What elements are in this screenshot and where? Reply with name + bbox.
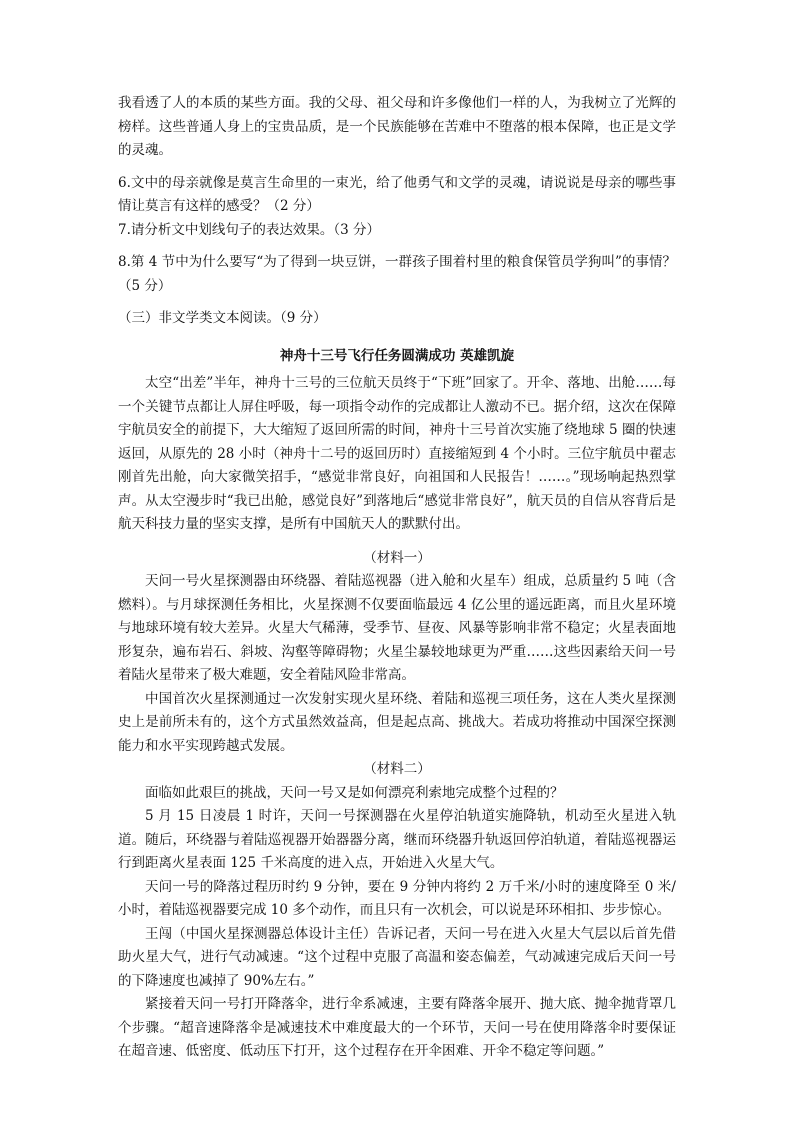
material2-paragraph: 王闯（中国火星探测器总体设计主任）告诉记者，天问一号在进入火星大气层以后首先借助火星大气，进行气动减速。“这个过程中克服了高温和姿态偏差，气动减速完成后天问一号的下降速度也减掉了 90%左右。” xyxy=(118,925,676,989)
material2-label: （材料二） xyxy=(363,761,431,777)
article-title: 神舟十三号飞行任务圆满成功 英雄凯旋 xyxy=(279,347,515,364)
material2-paragraph: 紧接着天问一号打开降落伞，进行伞系减速，主要有降落伞展开、抛大底、抛伞抛背罩几个步骤。“超音速降落伞是减速技术中难度最大的一个环节，天问一号在使用降落伞时要保证在超音速、低密度、低动压下打开，这个过程存在开伞困难、开伞不稳定等问题。” xyxy=(118,996,676,1059)
top-paragraph: 我看透了人的本质的某些方面。我的父母、祖父母和许多像他们一样的人，为我树立了光辉的榜样。这些普通人身上的宝贵品质，是一个民族能够在苦难中不堕落的根本保障，也正是文学的灵魂。 xyxy=(118,95,676,158)
question-7: 7.请分析文中划线句子的表达效果。（3 分） xyxy=(118,221,381,238)
document-page xyxy=(118,92,676,1064)
intro-paragraph: 太空“出差”半年，神舟十三号的三位航天员终于“下班”回家了。开伞、落地、出舱……每一个关键节点都让人屏住呼吸，每一项指令动作的完成都让人激动不已。据介绍，这次在保障宇航员安全的前提下，大大缩短了返回所需的时间，神舟十三号首次实施了绕地球 5 圈的快速返回，从原先的 28 小时（神舟十二号的返回历时）直接缩短到 4 个小时。三位宇航员中翟志刚首先出舱，向大家微笑招手，“感觉非常良好，向祖国和人民报告！……。”现场响起热烈掌声。从太空漫步时“我已出舱，感觉良好”到落地后“感觉非常良好”，航天员的自信从容背后是航天科技力量的坚实支撑，是所有中国航天人的默默付出。 xyxy=(118,375,676,532)
material1-paragraph: 中国首次火星探测通过一次发射实现火星环绕、着陆和巡视三项任务，这在人类火星探测史上是前所未有的，这个方式虽然效益高，但是起点高、挑战大。若成功将推动中国深空探测能力和水平实现跨越式发展。 xyxy=(118,690,676,754)
question-6: 6.文中的母亲就像是莫言生命里的一束光，给了他勇气和文学的灵魂，请说说是母亲的哪些事情让莫言有这样的感受？（2 分） xyxy=(118,174,676,214)
material2-paragraph: 天问一号的降落过程历时约 9 分钟，要在 9 分钟内将约 2 万千米/小时的速度降至 0 米/小时，着陆巡视器要完成 10 多个动作，而且只有一次机会，可以说是环环相扣、步步惊心。 xyxy=(118,878,676,918)
material2-paragraph: 5 月 15 日凌晨 1 时许，天问一号探测器在火星停泊轨道实施降轨，机动至火星进入轨道。随后，环绕器与着陆巡视器开始器器分离，继而环绕器升轨返回停泊轨道，着陆巡视器运行到距离火星表面 125 千米高度的进入点，开始进入火星大气。 xyxy=(118,808,676,871)
section-heading: （三）非文学类文本阅读。（9 分） xyxy=(118,310,327,326)
question-8: 8.第 4 节中为什么要写“为了得到一块豆饼，一群孩子围着村里的粮食保管员学狗叫”的事情？（5 分） xyxy=(118,254,676,294)
material2-paragraph: 面临如此艰巨的挑战，天问一号又是如何漂亮利索地完成整个过程的？ xyxy=(145,784,564,801)
material1-paragraph: 天问一号火星探测器由环绕器、着陆巡视器（进入舱和火星车）组成，总质量约 5 吨（含燃料）。与月球探测任务相比，火星探测不仅要面临最远 4 亿公里的遥远距离，而且火星环境与地球环境有较大差异。火星大气稀薄，受季节、昼夜、风暴等影响非常不稳定；火星表面地形复杂，遍布岩石、斜坡、沟壑等障碍物；火星尘暴较地球更为严重……这些因素给天问一号着陆火星带来了极大难题，安全着陆风险非常高。 xyxy=(118,573,676,683)
material1-label: （材料一） xyxy=(363,549,431,566)
